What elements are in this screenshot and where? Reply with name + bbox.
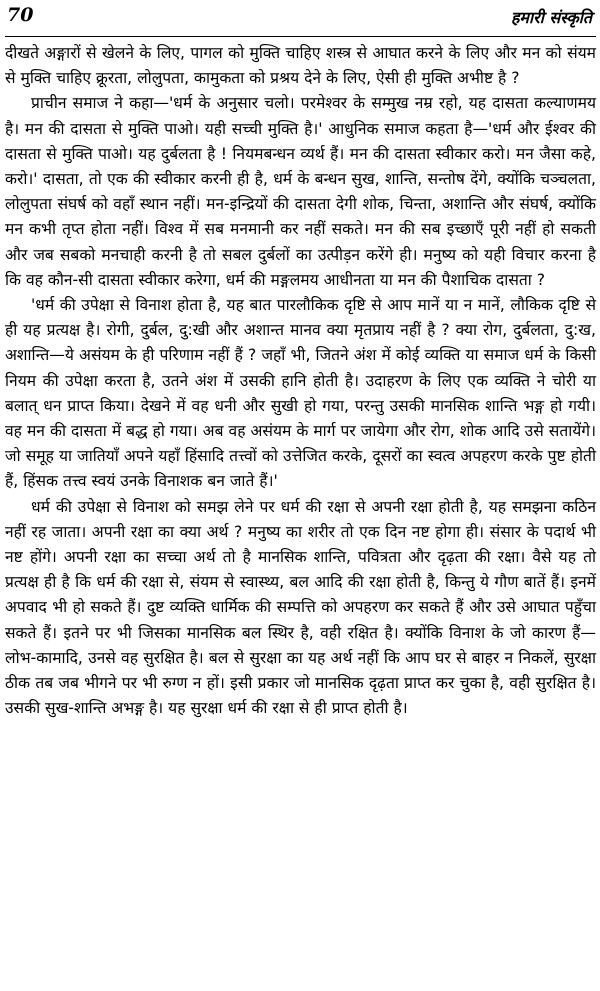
- paragraph: 'धर्म की उपेक्षा से विनाश होता है, यह बात पारलौकिक दृष्टि से आप मानें या न मानें, लौकिक दृष्टि से ही यह प्रत्यक्ष है। रोगी, दुर्बल, दु:खी और अशान्त मानव क्या मृतप्राय नहीं है ? क्या रोग, दुर्बलता, दु:ख, अशान्ति—ये असंयम के ही परिणाम नहीं हैं ? जहाँ भी, जितने अंश में कोई व्यक्ति या समाज धर्म के किसी नियम की उपेक्षा करता है, उतने अंश में उसकी हानि होती है। उदाहरण के लिए एक व्यक्ति ने चोरी या बलात् धन प्राप्त किया। देखने में वह धनी और सुखी हो गया, परन्तु उसकी मानसिक शान्ति भङ्ग हो गयी। वह मन की दासता में बद्ध हो गया। अब वह असंयम के मार्ग पर जायेगा और रोग, शोक आदि उसे सतायेंगे। जो समूह या जातियाँ अपने यहाँ हिंसादि तत्त्वों को उत्तेजित करके, दूसरों का स्वत्व अपहरण करके पुष्ट होती हैं, हिंसक तत्त्व स्वयं उनके विनाशक बन जाते हैं।': [5, 296, 596, 491]
- page-number: 70: [7, 4, 34, 26]
- running-head: हमारी संस्कृति: [510, 8, 592, 27]
- paragraph: धर्म की उपेक्षा से विनाश को समझ लेने पर धर्म की रक्षा से अपनी रक्षा होती है, यह समझना कठिन नहीं रह जाता। अपनी रक्षा का क्या अर्थ ? मनुष्य का शरीर तो एक दिन नष्ट होगा ही। संसार के पदार्थ भी नष्ट होंगे। अपनी रक्षा का सच्चा अर्थ तो है मानसिक शान्ति, पवित्रता और दृढ़ता की रक्षा। वैसे यह तो प्रत्यक्ष ही है कि धर्म की रक्षा से, संयम से स्वास्थ्य, बल आदि की रक्षा होती है, किन्तु ये गौण बातें हैं। इनमें अपवाद भी हो सकते हैं। दुष्ट व्यक्ति धार्मिक की सम्पत्ति को अपहरण कर सकते हैं और उसे आघात पहुँचा सकते हैं। इतने पर भी जिसका मानसिक बल स्थिर है, वही रक्षित है। क्योंकि विनाश के जो कारण हैं—लोभ-कामादि, उनसे वह सुरक्षित है। बल से सुरक्षा का यह अर्थ नहीं कि आप घर से बाहर न निकलें, सुरक्षा ठीक तब जब भीगने पर भी रुग्ण न हों। इसी प्रकार जो मानसिक दृढ़ता प्राप्त कर चुका है, वही सुरक्षित है। उसकी सुख-शान्ति अभङ्ग है। यह सुरक्षा धर्म की रक्षा से ही प्राप्त होती है।: [5, 497, 596, 718]
- paragraph: दीखते अङ्गारों से खेलने के लिए, पागल को मुक्ति चाहिए शस्त्र से आघात करने के लिए और मन को संयम से मुक्ति चाहिए क्रूरता, लोलुपता, कामुकता को प्रश्रय देने के लिए, ऐसी ही मुक्ति अभीष्ट है ?: [5, 44, 596, 88]
- paragraph: प्राचीन समाज ने कहा—'धर्म के अनुसार चलो। परमेश्वर के सम्मुख नम्र रहो, यह दासता कल्याणमय है। मन की दासता से मुक्ति पाओ। यही सच्ची मुक्ति है।' आधुनिक समाज कहता है—'धर्म और ईश्वर की दासता से मुक्ति पाओ। यह दुर्बलता है ! नियमबन्धन व्यर्थ हैं। मन की दासता स्वीकार करो। मन जैसा कहे, करो।' दासता, तो एक की स्वीकार करनी ही है, धर्म के बन्धन सुख, शान्ति, सन्तोष देंगे, क्योंकि चञ्चलता, लोलुपता संघर्ष को वहाँ स्थान नहीं। मन-इन्द्रियों की दासता देगी शोक, चिन्ता, अशान्ति और संघर्ष, क्योंकि मन कभी तृप्त होता नहीं। विश्व में सब मनमानी कर नहीं सकते। मन की सब इच्छाएँ पूरी नहीं हो सकती और जब सबको मनचाही करनी है तो सबल दुर्बलों का उत्पीड़न करेंगे ही। मनुष्य को यही विचार करना है कि वह कौन-सी दासता स्वीकार करेगा, धर्म की मङ्गलमय आधीनता या मन की पैशाचिक दासता ?: [5, 94, 596, 289]
- page-header: [5, 0, 596, 37]
- body-text: [5, 37, 596, 721]
